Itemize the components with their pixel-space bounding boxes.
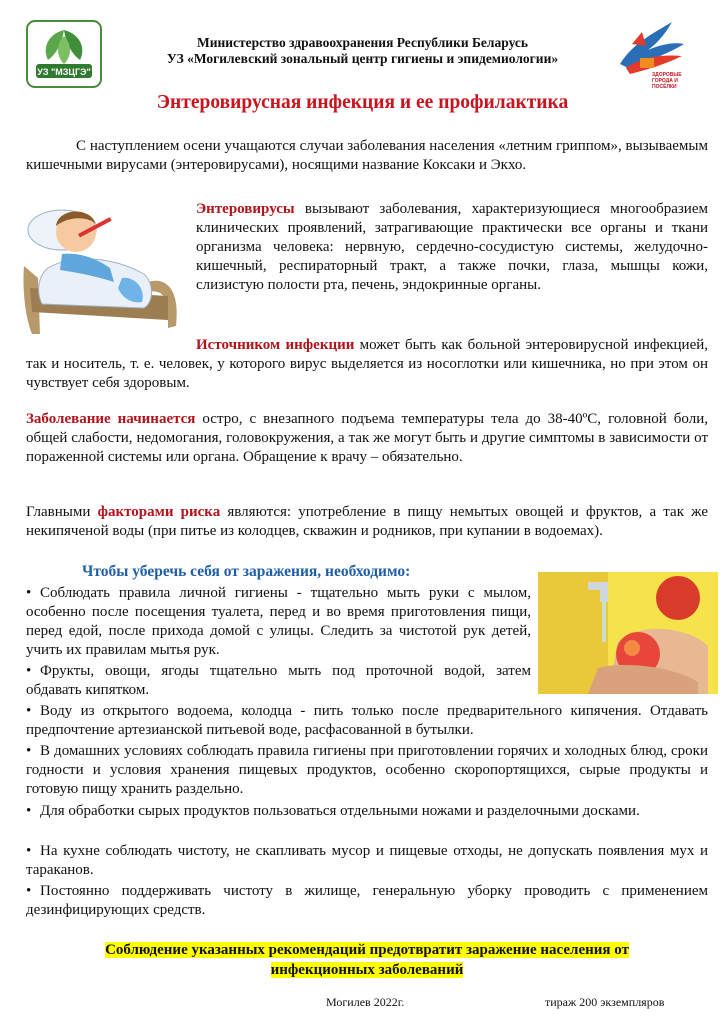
enterovirus-highlight: Энтеровирусы (196, 201, 295, 217)
risk-pre: Главными (26, 504, 98, 520)
risk-text: являются: употребление в пищу немытых овощей и фруктов, а так же некипяченой воды (при питье из колодцев, скважин и родников, при купании в водоемах). (26, 504, 708, 539)
bullet-text: Постоянно поддерживать чистоту в жилище, генеральную уборку проводить с применением дезинфицирующих средств. (26, 883, 708, 918)
bullet-text: Соблюдать правила личной гигиены - тщательно мыть руки с мылом, особенно после посещения туалета, перед и во время приготовления пищи, перед едой, после прихода домой с улицы. Следить за чистотой рук детей, учить их правилам мытья рук. (26, 585, 531, 658)
onset-text: остро, с внезапного подъема температуры тела до 38-40ºС, головной боли, общей слабости, недомогания, головокружения, а так же могут быть и другие симптомы в зависимости от пораженной системы или органа. Обращение к врачу – обязательно. (26, 411, 708, 465)
bullet-symbol: • (26, 585, 32, 601)
conclusion-line-2: инфекционных заболеваний (270, 962, 464, 978)
sick-child-in-bed-icon (18, 192, 188, 342)
onset-highlight: Заболевание начинается (26, 411, 196, 427)
footer-circulation: тираж 200 экземпляров (545, 995, 665, 1009)
left-logo-text: УЗ "МЗЦГЭ" (37, 67, 91, 77)
bullet-symbol: • (26, 883, 32, 899)
institution-line: УЗ «Могилевский зональный центр гигиены и эпидемиологии» (166, 51, 559, 66)
bullet-symbol: • (26, 843, 32, 859)
hand-washing-photo (538, 572, 718, 694)
leaf-logo-icon (26, 20, 102, 88)
bullet-item-2 (26, 662, 531, 700)
bullet-text: На кухне соблюдать чистоту, не скапливать мусор и пищевые отходы, не допускать появления мух и тараканов. (26, 843, 708, 878)
conclusion-line-1: Соблюдение указанных рекомендаций предотвратит заражение населения от (105, 942, 629, 958)
bullet-text: Для обработки сырых продуктов пользоваться отдельными ножами и разделочными досками. (40, 803, 640, 819)
enterovirus-paragraph (196, 200, 708, 295)
left-logo (26, 20, 102, 88)
prevention-subheading: Чтобы уберечь себя от заражения, необходимо: (82, 563, 411, 580)
conclusion (26, 940, 708, 980)
bullet-item-1 (26, 584, 531, 660)
bullet-text: Воду из открытого водоема, колодца - пить только после предварительного кипячения. Отдавать предпочтение артезианской питьевой воде, расфасованной в бутылки. (26, 703, 708, 738)
onset-paragraph (26, 410, 708, 467)
source-paragraph (26, 336, 708, 393)
bullet-item-3 (26, 702, 708, 740)
bullet-item-6 (26, 842, 708, 880)
bullet-symbol: • (26, 663, 32, 679)
bullet-symbol: • (26, 743, 32, 759)
intro-paragraph: С наступлением осени учащаются случаи заболевания населения «летним гриппом», вызываемым кишечными вирусами (энтеровирусами), носящими название Коксаки и Экхо. (26, 138, 708, 173)
risk-highlight: факторами риска (97, 504, 221, 520)
right-logo (612, 14, 692, 88)
washing-apple-icon (538, 572, 718, 694)
bullet-item-5 (26, 802, 708, 821)
bullet-item-4 (26, 742, 708, 799)
risk-paragraph (26, 503, 708, 541)
bullet-symbol: • (26, 703, 32, 719)
right-logo-text: ЗДОРОВЫЕ ГОРОДА И ПОСЁЛКИ (652, 72, 682, 90)
bullet-symbol: • (26, 803, 32, 819)
footer-city-year: Могилев 2022г. (326, 995, 405, 1009)
enterovirus-text: вызывают заболевания, характеризующиеся многообразием клинических проявлений, затрагивающие практически все органы и ткани организма человека: нервную, сердечно-сосудистую системы, желудочно-кишечный, респираторный тракт, а также почки, глаза, мышцы кожи, слизистую полости рта, печень, эндокринные органы. (196, 201, 708, 293)
bullet-text: Фрукты, овощи, ягоды тщательно мыть под проточной водой, затем обдавать кипятком. (26, 663, 531, 698)
ministry-line: Министерство здравоохранения Республики Беларусь (196, 35, 529, 50)
page-title: Энтеровирусная инфекция и ее профилактика (156, 92, 569, 113)
source-text: может быть как больной энтеровирусной инфекцией, так и носитель, т. е. человек, у которого вирус выделяется из носоглотки или кишечника, но при этом он чувствует себя здоровым. (26, 337, 709, 391)
bullet-item-7 (26, 882, 708, 920)
sick-child-illustration (18, 192, 188, 342)
bullet-text: В домашних условиях соблюдать правила гигиены при приготовлении горячих и холодных блюд, сроки годности и условия хранения пищевых продуктов, особенно скоропортящихся, сырые продукты и готовую пищу хранить раздельно. (26, 743, 708, 797)
source-highlight: Источником инфекции (196, 337, 355, 353)
